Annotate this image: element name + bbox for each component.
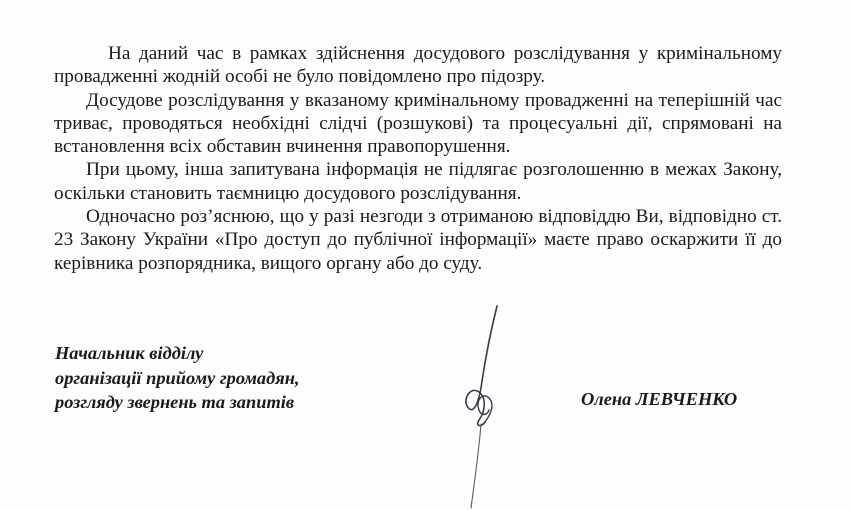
position-line: організації прийому громадян,: [55, 367, 300, 388]
position-line: розгляду звернень та запитів: [55, 392, 295, 412]
handwritten-signature-icon: [445, 300, 525, 510]
paragraph-investigation: Досудове розслідування у вказаному кримінальному провадженні на теперішній час триває, проводяться необхідні слідчі (розшукові) та процесуальні дії, спрямовані на встановлення всіх обставин вчинення правопорушення.: [54, 89, 782, 158]
paragraph-appeal-rights: Одночасно роз’яснюю, що у разі незгоди з отриманою відповіддю Ви, відповідно ст. 23 Закону України «Про доступ до публічної інформації» маєте право оскаржити її до керівника розпорядника, вищого органу або до суду.: [54, 206, 782, 274]
signer-name: Олена ЛЕВЧЕНКО: [581, 389, 738, 409]
position-line: Начальник відділу: [55, 343, 204, 363]
paragraph-confidentiality: При цьому, інша запитувана інформація не підлягає розголошенню в межах Закону, оскільки становить таємницю досудового розслідування.: [54, 159, 782, 204]
letter-body: [54, 42, 782, 275]
paragraph-suspicion: На даний час в рамках здійснення досудового розслідування у кримінальному провадженні жодній особі не було повідомлено про підозру.: [54, 43, 782, 88]
signatory-position: [55, 341, 415, 415]
